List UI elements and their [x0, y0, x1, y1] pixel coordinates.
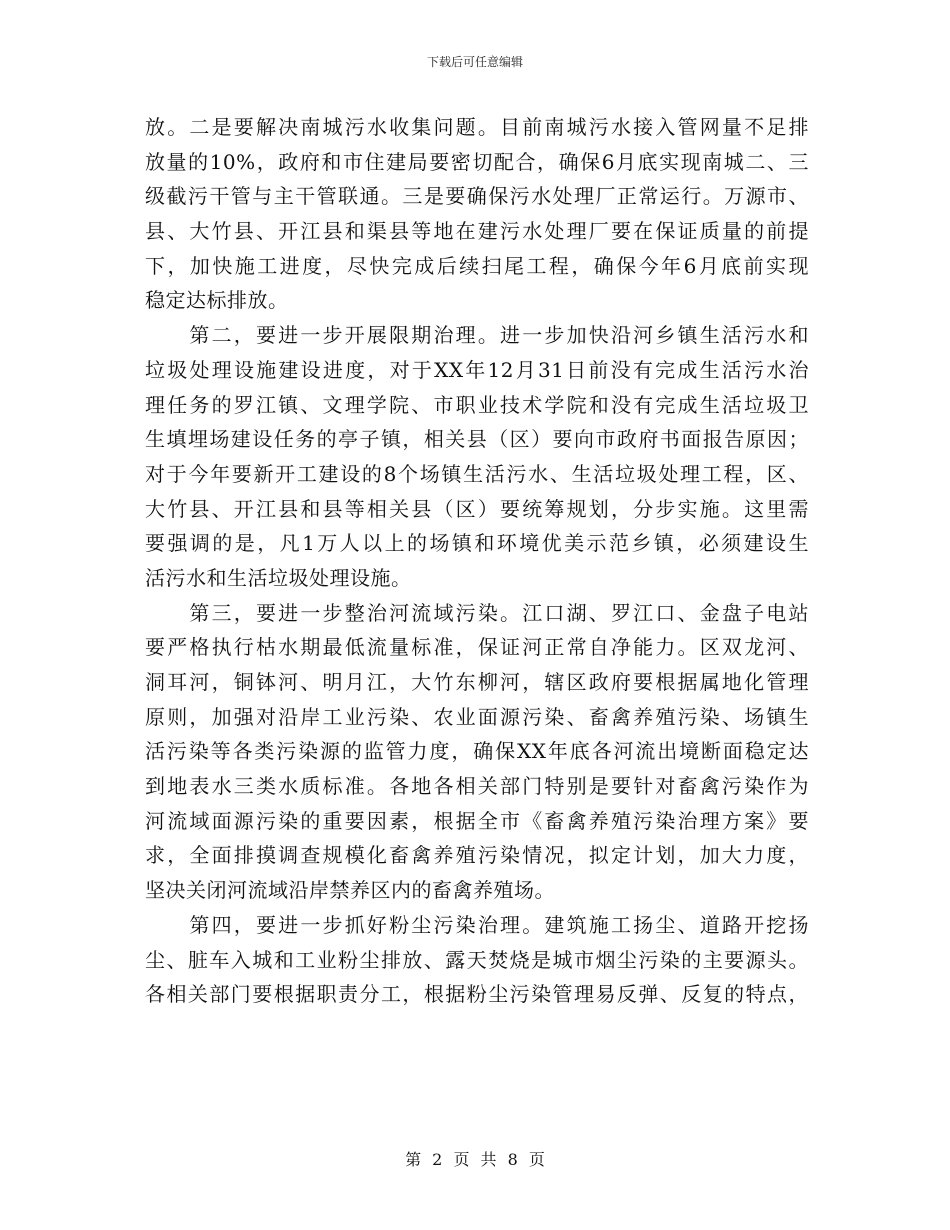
- text-line: 活污水和生活垃圾处理设施。: [145, 565, 412, 590]
- text-line: 放。二是要解决南城污水收集问题。目前南城污水接入管网量不足排: [145, 115, 809, 139]
- text-line: 第二，要进一步开展限期治理。进一步加快沿河乡镇生活污水和: [145, 323, 809, 348]
- text-line: 各相关部门要根据职责分工，根据粉尘污染管理易反弹、反复的特点，: [145, 982, 809, 1007]
- text-line: 活污染等各类污染源的监管力度，确保XX年底各河流出境断面稳定达: [145, 739, 809, 764]
- text-line: 大竹县、开江县和县等相关县（区）要统筹规划，分步实施。这里需: [145, 496, 809, 521]
- text-line: 要强调的是，凡1万人以上的场镇和环境优美示范乡镇，必须建设生: [145, 531, 809, 556]
- document-body: [145, 110, 809, 1012]
- page-header: 下载后可任意编辑: [426, 55, 523, 69]
- text-line: 级截污干管与主干管联通。三是要确保污水处理厂正常运行。万源市、: [145, 184, 809, 209]
- text-line: 垃圾处理设施建设进度，对于XX年12月31日前没有完成生活污水治: [145, 357, 809, 382]
- text-line: 尘、脏车入城和工业粉尘排放、露天焚烧是城市烟尘污染的主要源头。: [145, 947, 809, 972]
- text-line: 第三，要进一步整治河流域污染。江口湖、罗江口、金盘子电站: [145, 600, 809, 625]
- text-line: 理任务的罗江镇、文理学院、市职业技术学院和没有完成生活垃圾卫: [145, 392, 809, 417]
- text-line: 求，全面排摸调查规模化畜禽养殖污染情况，拟定计划，加大力度，: [145, 843, 809, 868]
- text-line: 到地表水三类水质标准。各地各相关部门特别是要针对畜禽污染作为: [145, 774, 809, 799]
- text-line: 坚决关闭河流域沿岸禁养区内的畜禽养殖场。: [145, 878, 555, 903]
- text-line: 生填埋场建设任务的亭子镇，相关县（区）要向市政府书面报告原因；: [145, 427, 809, 452]
- text-line: 洞耳河，铜钵河、明月江，大竹东柳河，辖区政府要根据属地化管理: [145, 670, 809, 694]
- text-line: 要严格执行枯水期最低流量标准，保证河正常自净能力。区双龙河、: [145, 635, 809, 660]
- text-line: 河流域面源污染的重要因素，根据全市《畜禽养殖污染治理方案》要: [145, 808, 809, 833]
- page-number-footer: 第 2 页 共 8 页: [405, 1150, 545, 1169]
- text-line: 第四，要进一步抓好粉尘污染治理。建筑施工扬尘、道路开挖扬: [145, 912, 809, 937]
- text-line: 下，加快施工进度，尽快完成后续扫尾工程，确保今年6月底前实现: [145, 253, 809, 278]
- text-line: 稳定达标排放。: [145, 288, 289, 313]
- text-line: 县、大竹县、开江县和渠县等地在建污水处理厂要在保证质量的前提: [145, 219, 809, 244]
- text-line: 放量的10%，政府和市住建局要密切配合，确保6月底实现南城二、三: [145, 149, 809, 174]
- text-line: 原则，加强对沿岸工业污染、农业面源污染、畜禽养殖污染、场镇生: [145, 704, 809, 729]
- text-line: 对于今年要新开工建设的8个场镇生活污水、生活垃圾处理工程，区、: [145, 461, 809, 486]
